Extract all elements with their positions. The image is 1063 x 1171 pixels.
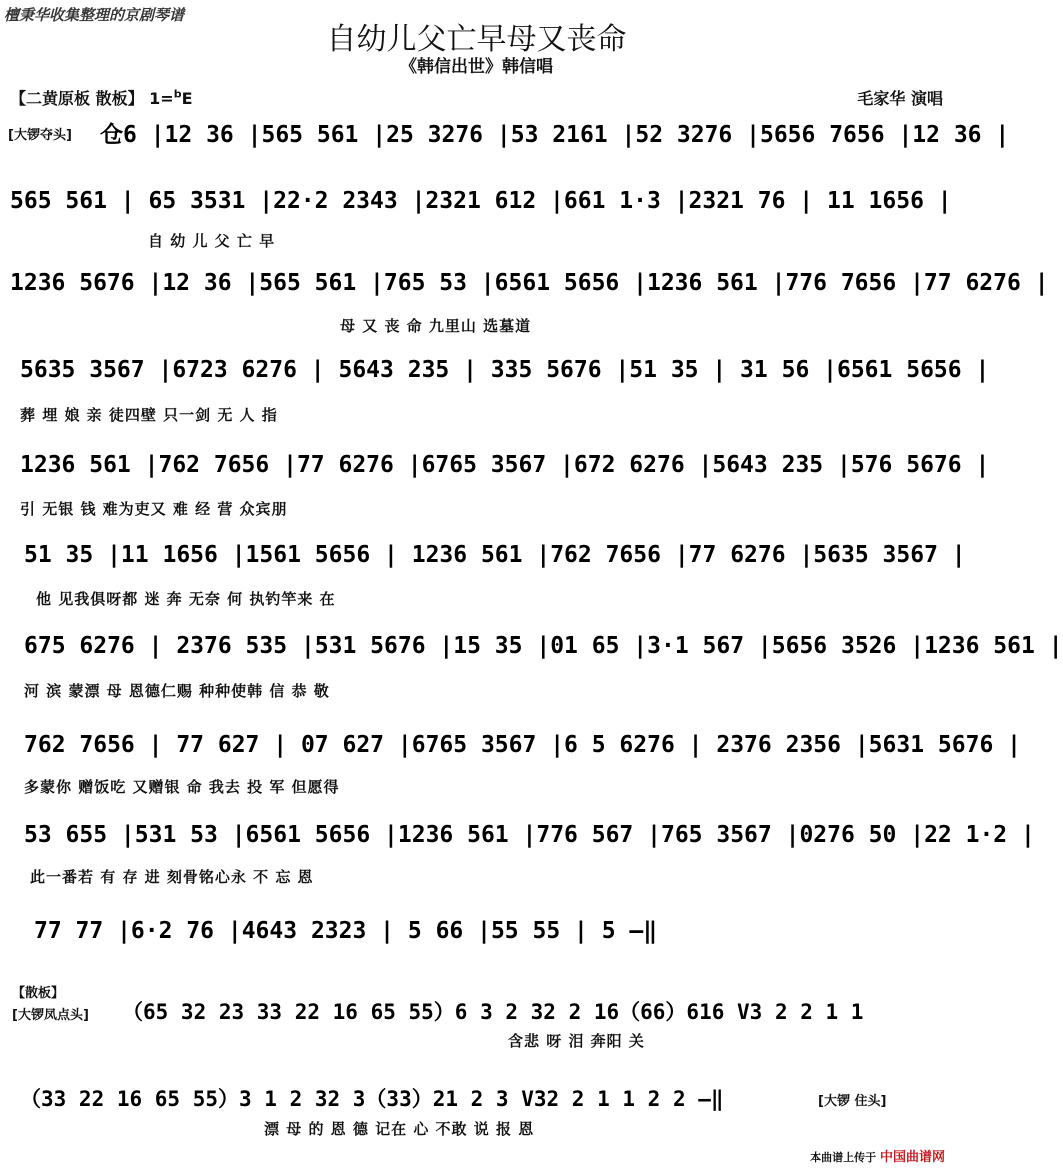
lyrics-row-3: 母 又 丧 命 九里山 选墓道 (340, 317, 532, 335)
site-logo[interactable]: 中国曲谱网 (879, 1150, 945, 1165)
score-row-5: 1236 561 |762 7656 |77 6276 |6765 3567 |672 6276 |5643 235 |576 5676 | (20, 452, 990, 478)
upload-text: 本曲谱上传于 (810, 1151, 877, 1164)
sanban-notes-1: （65 32 23 33 22 16 65 55）6 3 2 32 2 16（66）616 V3 2 2 1 1 (122, 1000, 864, 1024)
sanban-section-label: 【散板】 (12, 986, 65, 1001)
page-subtitle: 《韩信出世》韩信唱 (400, 57, 553, 77)
score-row-2: 565 561 | 65 3531 |22·2 2343 |2321 612 |661 1·3 |2321 76 | 11 1656 | (10, 188, 952, 214)
mode-label: 【二黄原板 散板】 (10, 89, 144, 108)
score-row-4: 5635 3567 |6723 6276 | 5643 235 | 335 5676 |51 35 | 31 56 |6561 5656 | (20, 357, 990, 383)
score-row-3: 1236 5676 |12 36 |565 561 |765 53 |6561 5656 |1236 561 |776 7656 |77 6276 | (10, 270, 1049, 296)
tail-label: [大锣 住头] (818, 1094, 887, 1109)
sanban-lyrics-2: 漂 母 的 恩 德 记在 心 不敢 说 报 恩 (264, 1120, 535, 1138)
performer-credit: 毛家华 演唱 (857, 89, 943, 108)
score-row-6: 51 35 |11 1656 |1561 5656 | 1236 561 |762 7656 |77 6276 |5635 3567 | (24, 542, 966, 568)
lyrics-row-9: 此一番若 有 存 进 刻骨铭心永 不 忘 恩 (30, 868, 314, 886)
score-row-9: 53 655 |531 53 |6561 5656 |1236 561 |776 567 |765 3567 |0276 50 |22 1·2 | (24, 822, 1035, 848)
mode-line (10, 86, 193, 109)
lyrics-row-4: 葬 埋 娘 亲 徒四壁 只一剑 无 人 指 (20, 406, 278, 424)
brand-watermark: 檀秉华收集整理的京剧琴谱 (4, 6, 185, 24)
lyrics-row-5: 引 无银 钱 难为吏又 难 经 营 众宾朋 (20, 500, 288, 518)
key-signature: 1=$^b$E (149, 87, 193, 108)
row-1-label: [大锣夺头] (8, 128, 72, 143)
lyrics-row-8: 多蒙你 赠饭吃 又赠银 命 我去 投 军 但愿得 (24, 778, 340, 796)
score-row-10: 77 77 |6·2 76 |4643 2323 | 5 66 |55 55 | 5 –‖ (34, 918, 658, 944)
score-row-1: 仓6 |12 36 |565 561 |25 3276 |53 2161 |52 3276 |5656 7656 |12 36 | (100, 122, 1010, 148)
score-row-8: 762 7656 | 77 627 | 07 627 |6765 3567 |6 5 6276 | 2376 2356 |5631 5676 | (24, 732, 1021, 758)
lyrics-row-2: 自 幼 儿 父 亡 早 (148, 232, 276, 250)
sanban-lyrics-1: 含悲 呀 泪 奔阳 关 (508, 1032, 645, 1050)
key-flat: b (173, 87, 182, 101)
sanban-notes-2: （33 22 16 65 55）3 1 2 32 3（33）21 2 3 V32 2 1 1 2 2 –‖ (20, 1087, 724, 1111)
footer-credit (810, 1146, 945, 1165)
lyrics-row-6: 他 见我俱呀都 迷 奔 无奈 何 执钓竿来 在 (36, 590, 336, 608)
lyrics-row-7: 河 滨 蒙漂 母 恩德仁赐 种种使韩 信 恭 敬 (24, 682, 330, 700)
sanban-label-1: [大锣凤点头] (12, 1008, 89, 1023)
score-row-7: 675 6276 | 2376 535 |531 5676 |15 35 |01 65 |3·1 567 |5656 3526 |1236 561 | (24, 633, 1063, 659)
page-title: 自幼儿父亡早母又丧命 (326, 22, 627, 57)
